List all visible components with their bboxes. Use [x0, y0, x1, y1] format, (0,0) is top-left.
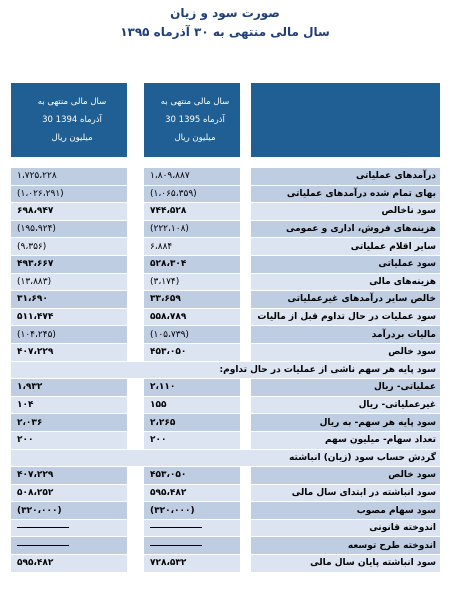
gap — [128, 220, 144, 238]
current-header-line1: سال مالی منتهی به — [160, 97, 230, 107]
gap — [128, 308, 144, 326]
prior-year-value: ۴۰۷،۲۲۹ — [11, 343, 128, 361]
table-row — [11, 203, 441, 221]
gap — [241, 185, 251, 203]
current-header-line2: 30 آذرماه 1395 — [165, 115, 225, 125]
current-year-value: ۲،۱۱۰ — [144, 379, 241, 397]
gap — [241, 502, 251, 520]
gap — [241, 326, 251, 344]
gap — [241, 291, 251, 309]
gap — [241, 396, 251, 414]
current-year-value: ۵۲۸،۳۰۴ — [144, 255, 241, 273]
row-label: سود ناخالص — [251, 203, 441, 221]
current-year-value: ۷۴۴،۵۲۸ — [144, 203, 241, 221]
current-header-line3: میلیون ریال — [174, 133, 216, 143]
gap — [128, 519, 144, 537]
gap — [241, 308, 251, 326]
current-year-value: ۴۵۳،۰۵۰ — [144, 467, 241, 485]
statement-subtitle: سال مالی منتهی به ۳۰ آذرماه ۱۳۹۵ — [120, 25, 330, 39]
prior-year-value: (۹،۳۵۶) — [11, 238, 128, 256]
current-year-value — [144, 537, 241, 555]
row-label: سود عملیاتی — [251, 255, 441, 273]
table-row — [11, 519, 441, 537]
statement-title: صورت سود و زیان — [170, 6, 280, 20]
prior-year-header — [11, 83, 128, 158]
prior-year-value — [11, 519, 128, 537]
table-row — [11, 396, 441, 414]
gap — [128, 379, 144, 397]
row-label: تعداد سهام- میلیون سهم — [251, 431, 441, 449]
current-year-value: ۳۳،۶۵۹ — [144, 291, 241, 309]
prior-year-value: ۵۹۵،۴۸۲ — [11, 555, 128, 573]
prior-year-value: ۲۰۰ — [11, 431, 128, 449]
gap — [128, 431, 144, 449]
gap — [241, 168, 251, 186]
eps-section-header-title: سود پایه هر سهم ناشی از عملیات در حال تداوم: — [11, 361, 441, 379]
row-label: سود سهام مصوب — [251, 502, 441, 520]
prior-year-value: (۱۰۴،۲۴۵) — [11, 326, 128, 344]
prior-year-value: (۳۲۰،۰۰۰) — [11, 502, 128, 520]
gap — [128, 203, 144, 221]
gap — [128, 537, 144, 555]
income-statement-table — [10, 82, 441, 573]
prior-year-value: ۲،۰۳۶ — [11, 414, 128, 432]
current-year-value: ۵۵۸،۷۸۹ — [144, 308, 241, 326]
empty-value-dash — [17, 527, 69, 528]
prior-year-value: (۱۹۵،۹۲۴) — [11, 220, 128, 238]
prior-year-value — [11, 537, 128, 555]
prior-header-line1: سال مالی منتهی به — [37, 97, 107, 107]
table-row — [11, 220, 441, 238]
gap — [128, 326, 144, 344]
gap — [128, 83, 144, 158]
table-row — [11, 308, 441, 326]
gap — [241, 379, 251, 397]
prior-year-value: ۵۱۱،۴۷۴ — [11, 308, 128, 326]
gap — [241, 343, 251, 361]
current-year-value: (۳۲۰،۰۰۰) — [144, 502, 241, 520]
prior-year-value: ۴۹۳،۶۶۷ — [11, 255, 128, 273]
empty-value-dash — [150, 545, 202, 546]
current-year-value: ۶،۸۸۴ — [144, 238, 241, 256]
empty-value-dash — [17, 545, 69, 546]
gap — [241, 203, 251, 221]
table-row — [11, 343, 441, 361]
column-header-row — [11, 83, 441, 158]
row-label: عملیاتی- ریال — [251, 379, 441, 397]
prior-year-value: ۱۰۴ — [11, 396, 128, 414]
row-label: سود انباشته در ابتدای سال مالی — [251, 484, 441, 502]
current-year-value: (۱،۰۶۵،۳۵۹) — [144, 185, 241, 203]
prior-year-value: ۱،۹۳۲ — [11, 379, 128, 397]
row-label: درآمدهای عملیاتی — [251, 168, 441, 186]
row-label: خالص سایر درآمدهای غیرعملیاتی — [251, 291, 441, 309]
prior-year-value: ۶۹۸،۹۴۷ — [11, 203, 128, 221]
current-year-value: (۱۰۵،۷۳۹) — [144, 326, 241, 344]
table-row — [11, 431, 441, 449]
spacer — [11, 158, 441, 168]
row-label: هزینه‌های مالی — [251, 273, 441, 291]
row-label: مالیات بردرآمد — [251, 326, 441, 344]
gap — [241, 220, 251, 238]
gap — [128, 396, 144, 414]
current-year-value: (۲۲۲،۱۰۸) — [144, 220, 241, 238]
gap — [241, 467, 251, 485]
current-year-value: (۳،۱۷۴) — [144, 273, 241, 291]
current-year-header — [144, 83, 241, 158]
prior-year-value: ۱،۷۲۵،۲۲۸ — [11, 168, 128, 186]
table-row — [11, 185, 441, 203]
prior-year-value: ۵۰۸،۲۵۲ — [11, 484, 128, 502]
table-row — [11, 273, 441, 291]
gap — [241, 519, 251, 537]
table-row — [11, 326, 441, 344]
row-label: اندوخته قانونی — [251, 519, 441, 537]
gap — [128, 291, 144, 309]
spacer-row — [11, 158, 441, 168]
gap — [128, 414, 144, 432]
gap — [241, 238, 251, 256]
table-row — [11, 502, 441, 520]
gap — [128, 555, 144, 573]
current-year-value — [144, 519, 241, 537]
gap — [128, 467, 144, 485]
table-row — [11, 555, 441, 573]
gap — [241, 484, 251, 502]
eps-section-header — [11, 361, 441, 379]
row-label: اندوخته طرح توسعه — [251, 537, 441, 555]
prior-header-line2: 30 آذرماه 1394 — [42, 115, 102, 125]
table-row — [11, 484, 441, 502]
gap — [241, 555, 251, 573]
row-label: هزینه‌های فروش، اداری و عمومی — [251, 220, 441, 238]
table-row — [11, 537, 441, 555]
prior-year-value: (۱،۰۲۶،۲۹۱) — [11, 185, 128, 203]
table-row — [11, 238, 441, 256]
table-row — [11, 379, 441, 397]
current-year-value: ۲،۲۶۵ — [144, 414, 241, 432]
current-year-value: ۲۰۰ — [144, 431, 241, 449]
current-year-value: ۴۵۳،۰۵۰ — [144, 343, 241, 361]
gap — [241, 431, 251, 449]
table-row — [11, 255, 441, 273]
gap — [128, 255, 144, 273]
row-label: سود خالص — [251, 467, 441, 485]
current-year-value: ۷۲۸،۵۳۲ — [144, 555, 241, 573]
row-label: غیرعملیاتی- ریال — [251, 396, 441, 414]
row-label: سود انباشته پایان سال مالی — [251, 555, 441, 573]
row-label: سود خالص — [251, 343, 441, 361]
row-label: سایر اقلام عملیاتی — [251, 238, 441, 256]
gap — [128, 343, 144, 361]
row-label: سود پایه هر سهم- به ریال — [251, 414, 441, 432]
retained-earnings-section-header — [11, 449, 441, 467]
retained-earnings-section-header-title: گردش حساب سود (زیان) انباشته — [11, 449, 441, 467]
empty-value-dash — [150, 527, 202, 528]
prior-year-value: (۱۳،۸۸۳) — [11, 273, 128, 291]
table-row — [11, 291, 441, 309]
current-year-value: ۱۵۵ — [144, 396, 241, 414]
gap — [128, 484, 144, 502]
prior-year-value: ۴۰۷،۲۲۹ — [11, 467, 128, 485]
prior-year-value: ۳۱،۶۹۰ — [11, 291, 128, 309]
gap — [128, 185, 144, 203]
current-year-value: ۵۹۵،۴۸۲ — [144, 484, 241, 502]
gap — [241, 537, 251, 555]
table-row — [11, 168, 441, 186]
gap — [128, 168, 144, 186]
table-row — [11, 467, 441, 485]
gap — [241, 255, 251, 273]
gap — [128, 502, 144, 520]
gap — [128, 273, 144, 291]
gap — [241, 83, 251, 158]
table-row — [11, 414, 441, 432]
prior-header-line3: میلیون ریال — [51, 133, 93, 143]
row-label: بهای تمام شده درآمدهای عملیاتی — [251, 185, 441, 203]
row-label: سود عملیات در حال تداوم قبل از مالیات — [251, 308, 441, 326]
gap — [241, 273, 251, 291]
gap — [241, 414, 251, 432]
current-year-value: ۱،۸۰۹،۸۸۷ — [144, 168, 241, 186]
gap — [128, 238, 144, 256]
label-header — [251, 83, 441, 158]
